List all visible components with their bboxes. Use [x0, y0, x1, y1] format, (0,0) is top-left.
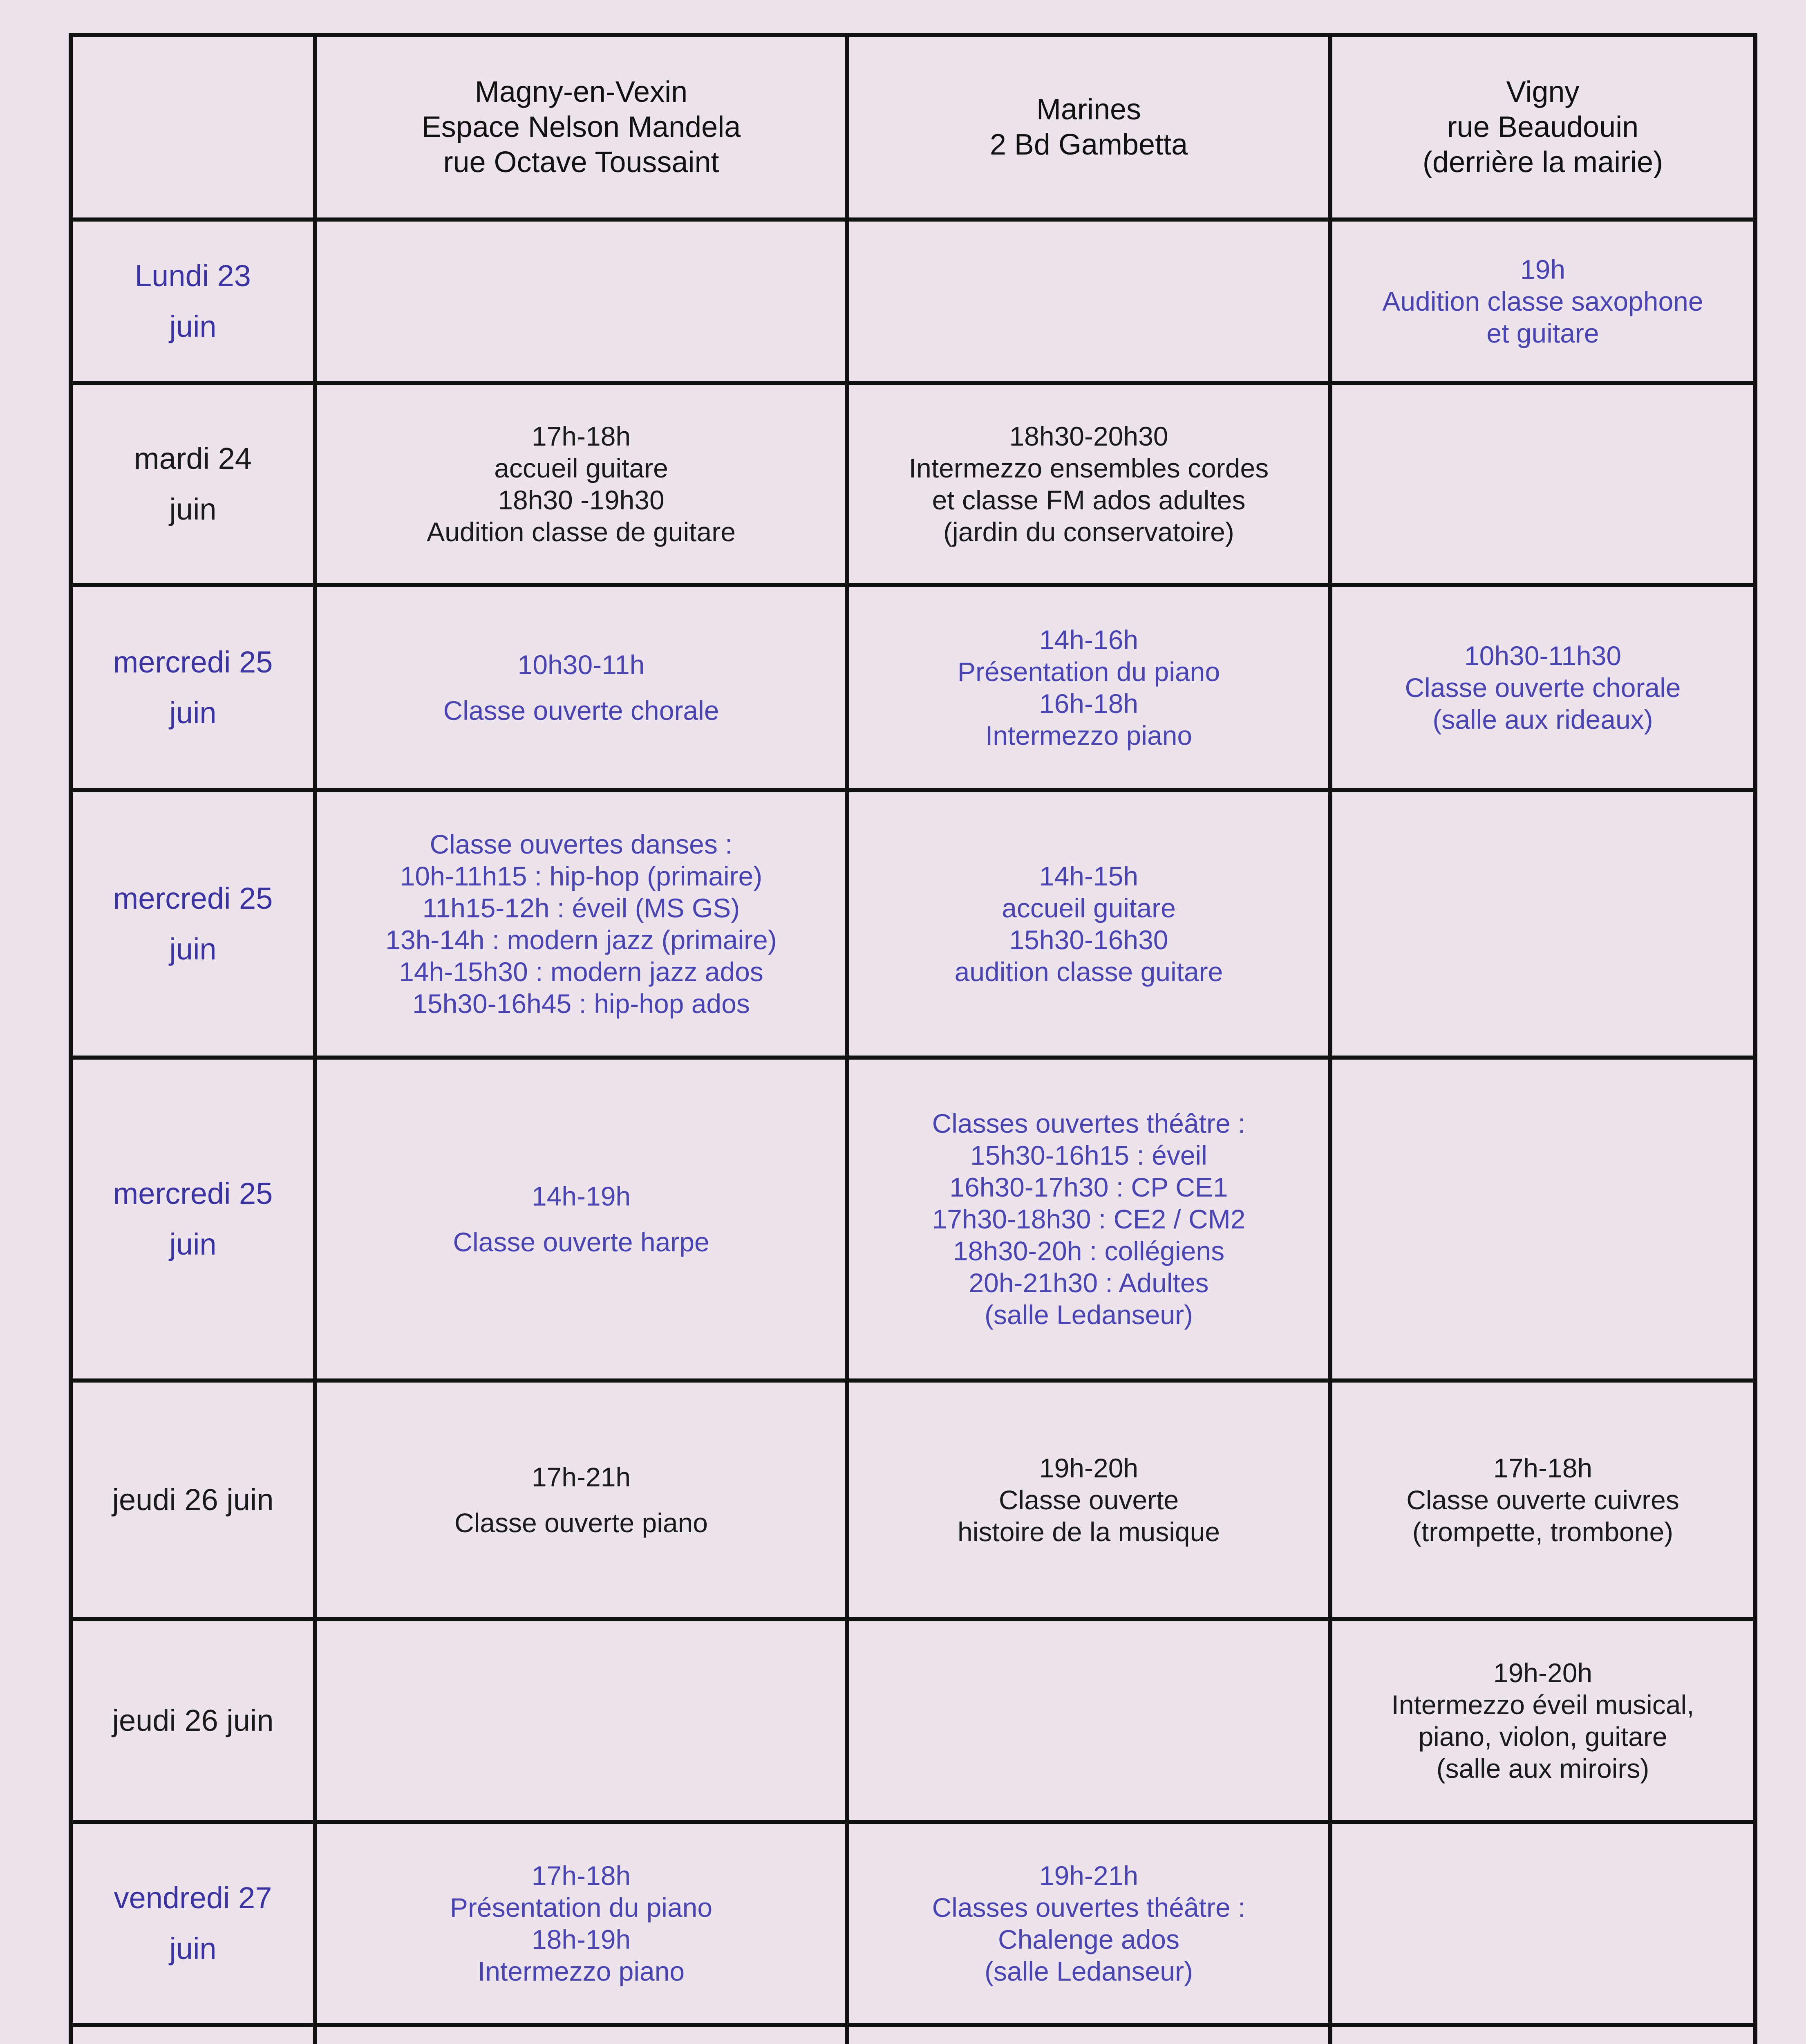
event-line: (salle Ledanseur): [985, 1300, 1193, 1330]
event-line: 15h30-16h45 : hip-hop ados: [412, 988, 750, 1019]
empty-cell: [847, 220, 1330, 383]
day-label: [71, 585, 315, 790]
day-label-line: mercredi 25: [113, 645, 273, 679]
venue-header-line: 2 Bd Gambetta: [989, 128, 1188, 161]
event-line: Classe ouverte chorale: [443, 695, 719, 726]
venue-header-line: Magny-en-Vexin: [474, 76, 688, 108]
empty-cell: [315, 1619, 847, 1822]
event-line: Intermezzo éveil musical,: [1391, 1690, 1694, 1720]
header-row: [71, 35, 1755, 220]
empty-cell: [1330, 2025, 1755, 2044]
event-line: 10h30-11h30: [1464, 641, 1622, 671]
event-cell: [847, 790, 1330, 1058]
event-cell: [315, 1381, 847, 1619]
event-cell: [1330, 1381, 1755, 1619]
event-line: 14h-15h: [1039, 861, 1139, 891]
day-label-line: juin: [169, 696, 217, 730]
event-cell: [847, 1822, 1330, 2025]
event-line: Audition classe de guitare: [427, 517, 736, 547]
venue-magny-header: [315, 35, 847, 220]
event-line: Classe ouvertes danses :: [430, 829, 733, 859]
spacer: [325, 681, 837, 695]
schedule-row: [71, 790, 1755, 1058]
event-line: 17h-18h: [531, 421, 631, 451]
event-cell: [315, 2025, 847, 2044]
event-line: 18h30-20h : collégiens: [953, 1236, 1225, 1266]
event-cell: [1330, 1619, 1755, 1822]
day-label-line: jeudi 26 juin: [112, 1483, 274, 1517]
event-line: accueil guitare: [1002, 893, 1176, 923]
day-label: [71, 1619, 315, 1822]
schedule-row: [71, 585, 1755, 790]
empty-cell: [1330, 383, 1755, 585]
event-cell: [1330, 585, 1755, 790]
event-cell: [847, 585, 1330, 790]
event-cell: [315, 790, 847, 1058]
event-line: 18h-19h: [531, 1924, 631, 1954]
spacer: [325, 1212, 837, 1226]
event-line: 19h-20h: [1493, 1658, 1593, 1688]
event-line: 17h-18h: [1493, 1453, 1593, 1483]
event-line: (salle Ledanseur): [985, 1956, 1193, 1986]
event-line: 20h-21h30 : Adultes: [969, 1268, 1209, 1298]
event-line: Classe ouverte chorale: [1405, 672, 1681, 703]
event-line: 17h-18h: [531, 1860, 631, 1891]
event-cell: [315, 1058, 847, 1381]
day-label-line: vendredi 27: [114, 1881, 272, 1915]
empty-cell: [847, 2025, 1330, 2044]
day-label: [71, 1058, 315, 1381]
schedule-row: [71, 2025, 1755, 2044]
event-line: 14h-19h: [531, 1181, 631, 1211]
day-label-line: mardi 24: [134, 442, 252, 475]
day-label: [71, 790, 315, 1058]
event-line: 17h-21h: [531, 1462, 631, 1492]
event-line: (trompette, trombone): [1412, 1517, 1674, 1547]
event-cell: [315, 585, 847, 790]
venue-vigny-header: [1330, 35, 1755, 220]
event-cell: [315, 1822, 847, 2025]
event-line: 16h30-17h30 : CP CE1: [949, 1172, 1228, 1202]
spacer: [325, 1493, 837, 1507]
day-label: [71, 1381, 315, 1619]
event-line: 14h-15h30 : modern jazz ados: [399, 957, 763, 987]
schedule-row: [71, 1058, 1755, 1381]
venue-marines-header: [847, 35, 1330, 220]
day-label-line: jeudi 26 juin: [112, 1703, 274, 1737]
event-line: 15h30-16h30: [1009, 925, 1168, 955]
event-line: histoire de la musique: [957, 1517, 1220, 1547]
event-line: 17h30-18h30 : CE2 / CM2: [932, 1204, 1246, 1234]
event-line: Classes ouvertes théâtre :: [932, 1892, 1246, 1923]
event-line: Intermezzo piano: [985, 720, 1193, 751]
day-label-line: mercredi 25: [113, 881, 273, 915]
day-label: [71, 383, 315, 585]
event-line: 19h-21h: [1039, 1860, 1139, 1891]
event-line: 19h: [1520, 254, 1566, 285]
event-cell: [847, 1058, 1330, 1381]
event-line: 14h-16h: [1039, 625, 1139, 655]
event-line: 10h-11h15 : hip-hop (primaire): [400, 861, 763, 891]
schedule-row: [71, 220, 1755, 383]
event-line: 15h30-16h15 : éveil: [970, 1140, 1207, 1170]
event-line: Présentation du piano: [450, 1892, 713, 1923]
event-cell: [847, 1381, 1330, 1619]
day-label: [71, 1822, 315, 2025]
event-line: Classe ouverte harpe: [453, 1227, 709, 1257]
event-line: et classe FM ados adultes: [932, 485, 1246, 515]
event-cell: [315, 383, 847, 585]
event-line: Audition classe saxophone: [1382, 286, 1703, 316]
event-line: et guitare: [1486, 318, 1599, 348]
schedule-table: [69, 33, 1757, 2044]
event-line: Classe ouverte: [998, 1485, 1179, 1515]
empty-cell: [847, 1619, 1330, 1822]
event-line: Classes ouvertes théâtre :: [932, 1108, 1246, 1139]
venue-header-line: Vigny: [1506, 76, 1580, 108]
day-label-line: juin: [169, 1932, 217, 1966]
event-line: accueil guitare: [494, 453, 668, 483]
day-label: [71, 220, 315, 383]
day-label-line: juin: [169, 932, 217, 966]
day-label-line: juin: [169, 1227, 217, 1261]
event-line: 11h15-12h : éveil (MS GS): [422, 893, 740, 923]
day-label-line: Lundi 23: [135, 259, 251, 293]
schedule-body: [71, 220, 1755, 2044]
schedule-row: [71, 1822, 1755, 2025]
event-line: (salle aux miroirs): [1436, 1753, 1649, 1784]
event-line: piano, violon, guitare: [1418, 1721, 1667, 1752]
empty-cell: [315, 220, 847, 383]
venue-header-line: rue Octave Toussaint: [443, 146, 719, 179]
empty-cell: [1330, 1822, 1755, 2025]
event-line: Intermezzo piano: [477, 1956, 685, 1986]
event-line: (jardin du conservatoire): [943, 517, 1234, 547]
event-line: 18h30 -19h30: [498, 485, 665, 515]
schedule-row: [71, 383, 1755, 585]
event-line: Classe ouverte piano: [454, 1508, 708, 1538]
day-label-line: mercredi 25: [113, 1177, 273, 1210]
event-line: 10h30-11h: [517, 650, 645, 680]
empty-cell: [1330, 1058, 1755, 1381]
event-cell: [1330, 220, 1755, 383]
venue-header-line: Marines: [1036, 93, 1141, 126]
event-line: 18h30-20h30: [1009, 421, 1168, 451]
day-label-line: juin: [169, 492, 217, 526]
schedule-row: [71, 1619, 1755, 1822]
event-line: Classe ouverte cuivres: [1406, 1485, 1679, 1515]
day-label-line: juin: [169, 309, 217, 343]
event-line: Chalenge ados: [998, 1924, 1180, 1954]
corner-cell: [71, 35, 315, 220]
event-line: audition classe guitare: [954, 957, 1223, 987]
schedule-row: [71, 1381, 1755, 1619]
venue-header-line: (derrière la mairie): [1422, 146, 1663, 179]
event-line: Intermezzo ensembles cordes: [909, 453, 1269, 483]
event-line: 13h-14h : modern jazz (primaire): [385, 925, 777, 955]
venue-header-line: rue Beaudouin: [1447, 111, 1639, 143]
empty-cell: [1330, 790, 1755, 1058]
venue-header-line: Espace Nelson Mandela: [421, 111, 741, 143]
event-line: (salle aux rideaux): [1432, 704, 1653, 735]
event-line: Présentation du piano: [957, 657, 1220, 687]
day-label: [71, 2025, 315, 2044]
event-line: 16h-18h: [1039, 688, 1139, 719]
event-cell: [847, 383, 1330, 585]
event-line: 19h-20h: [1039, 1453, 1139, 1483]
